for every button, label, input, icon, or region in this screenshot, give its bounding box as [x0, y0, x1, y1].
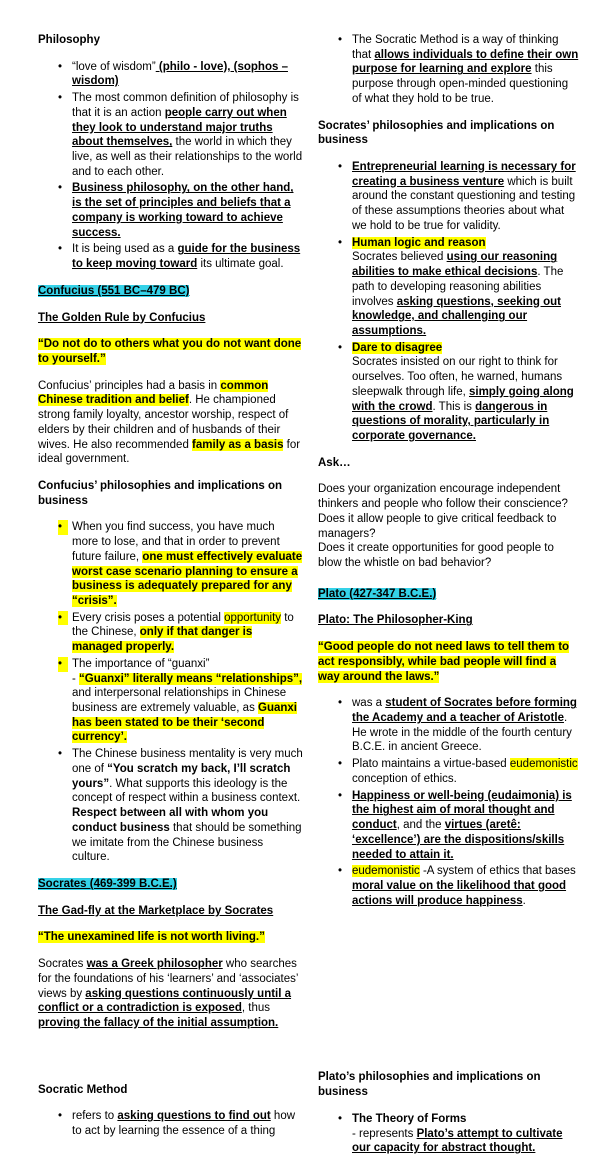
socrates-business-heading	[318, 119, 580, 148]
right-column	[318, 33, 580, 1168]
text-run: , thus	[241, 1002, 270, 1015]
text-run: . This is	[432, 400, 476, 413]
bullet-text	[72, 91, 303, 179]
bullet-item	[58, 1109, 303, 1138]
text-run: the world in which they live, as well as their relationships to the world and to each other.	[72, 136, 303, 178]
bullet-marker: •	[58, 182, 63, 195]
golden-rule-heading	[38, 311, 303, 326]
text-run: allows individuals to define their own purpose for learning and explore	[352, 48, 579, 76]
text-run: eudemonistic	[509, 758, 578, 771]
text-run: Every crisis poses a potential	[72, 611, 225, 624]
philosophy-heading	[38, 33, 303, 48]
text-run: . He championed strong family loyalty, ancestor worship, respect of elders by their children and of husbands of their wives. He also recommended	[38, 394, 289, 451]
bullet-item	[58, 60, 303, 89]
bullet-text	[72, 520, 303, 608]
bullet-text	[72, 657, 303, 745]
plato-heading	[318, 587, 580, 602]
plato-bullets	[318, 696, 580, 908]
bullet-marker: •	[58, 657, 68, 672]
bullet-text	[72, 747, 303, 865]
text-run: dangerous in questions of morality, particularly in corporate governance.	[352, 400, 550, 442]
bullet-marker: •	[338, 34, 343, 46]
bullet-text	[352, 864, 580, 908]
plato-business-bullets	[318, 1112, 580, 1156]
bullet-text	[352, 33, 580, 107]
bullet-item	[58, 181, 303, 240]
text-run: Respect between all with whom you conduct business	[72, 807, 269, 834]
text-run: Entrepreneurial learning is necessary for creating a business venture	[352, 161, 576, 188]
bullet-marker: •	[58, 92, 63, 105]
text-run: how to act by learning the essence of a thing	[72, 1110, 296, 1138]
bullet-item	[338, 1112, 580, 1156]
bullet-text	[72, 611, 303, 655]
text-run: - represents	[352, 1127, 417, 1140]
bullet-marker: •	[338, 758, 343, 771]
text-run: (philo - love), (sophos – wisdom)	[72, 60, 288, 88]
bullet-marker: •	[338, 697, 343, 710]
bullet-text	[352, 1112, 580, 1156]
bullet-item	[338, 33, 580, 107]
text-run: Confucius’ philosophies and implications on business	[38, 479, 283, 507]
bullet-text	[352, 160, 580, 234]
confucius-heading	[38, 284, 303, 299]
text-run: virtues (aretê: ‘excellence’) are the dispositions/skills needed to attain it.	[352, 819, 565, 861]
text-run: who searches for the foundations of his ‘learners’ and ‘associates’ views by	[38, 958, 298, 1000]
bullet-item	[338, 789, 580, 863]
bullet-item	[58, 520, 303, 608]
philosophy-bullets	[38, 60, 303, 272]
bullet-marker: •	[338, 161, 343, 174]
text-run: . What supports this ideology is the concept of respect within a business context.	[72, 777, 301, 805]
bullet-marker: •	[58, 748, 63, 761]
text-run: Plato’s philosophies and implications on business	[318, 1071, 541, 1099]
bullet-marker: •	[338, 865, 343, 878]
text-run: . He wrote in the middle of the fourth century B.C.E. in ancient Greece.	[352, 712, 572, 754]
bullet-text	[72, 242, 303, 271]
bullet-marker: •	[58, 60, 63, 73]
bullet-marker: •	[338, 236, 343, 249]
bullet-item	[338, 696, 580, 755]
text-run: to the Chinese,	[72, 611, 294, 639]
text-run: The Golden Rule by Confucius	[38, 311, 206, 324]
text-run: Socrates (469-399 B.C.E.)	[38, 877, 177, 890]
text-run: “Guanxi” literally means “relationships”,	[79, 672, 303, 685]
gadfly-heading	[38, 904, 303, 919]
text-run: which is built around the constant questioning and testing of these assumptions theories about what we hold to be true for validity.	[352, 175, 576, 232]
text-run: asking questions, seeking out knowledge, and challenging our assumptions.	[352, 295, 561, 337]
text-run: Socratic Method	[38, 1083, 128, 1096]
text-run: guide for the business to keep moving toward	[72, 243, 301, 271]
socratic-method-heading	[38, 1083, 303, 1098]
bullet-marker: •	[58, 611, 68, 626]
text-run: The Theory of Forms	[352, 1112, 467, 1125]
bullet-marker: •	[58, 520, 68, 535]
bullet-marker: •	[58, 1110, 63, 1123]
bullet-text	[72, 181, 303, 240]
text-run: and interpersonal relationships in Chinese business are extremely valuable, as	[72, 687, 287, 715]
confucius-business-bullets	[38, 520, 303, 865]
text-run: Confucius (551 BC–479 BC)	[38, 284, 190, 297]
text-run: common Chinese tradition and belief	[38, 379, 269, 407]
text-run: Socrates insisted on our right to think for ourselves. Too often, he warned, humans sleepwalk through life,	[352, 356, 563, 398]
text-run: Does your organization encourage independent thinkers and people who follow their conscience?	[318, 483, 568, 511]
bullet-item	[338, 864, 580, 908]
text-run: Confucius’ principles had a basis in	[38, 379, 221, 392]
text-run: “Do not do to others what you do not want done to yourself.”	[38, 338, 302, 365]
text-run: simply going along with the crowd	[352, 385, 574, 413]
text-run: It is being used as a	[72, 243, 178, 256]
bullet-item	[58, 747, 303, 865]
text-run: one must effectively evaluate worst case scenario planning to ensure a business is adequately prepared for any “crisis”.	[72, 550, 303, 607]
text-run: only if that danger is managed properly.	[72, 626, 253, 654]
socratic-method-cont-bullets	[318, 33, 580, 107]
bullet-marker: •	[338, 789, 343, 802]
bullet-text	[352, 236, 580, 339]
text-run: “Good people do not need laws to tell them to act responsibly, while bad people will find a way around the laws.”	[318, 641, 570, 683]
text-run: Socrates’ philosophies and implications on business	[318, 119, 555, 147]
text-run: , and the	[396, 819, 445, 832]
confucius-intro	[38, 379, 303, 467]
text-run: was a Greek philosopher	[86, 958, 223, 971]
spacer	[318, 920, 580, 1070]
plato-business-heading	[318, 1070, 580, 1099]
bullet-text	[72, 60, 303, 89]
bullet-marker: •	[338, 341, 343, 354]
bullet-text	[352, 696, 580, 755]
text-run: -A system of ethics that bases	[419, 865, 576, 878]
text-run: refers to	[72, 1110, 118, 1123]
text-run: student of Socrates before forming the Academy and a teacher of Aristotle	[352, 697, 577, 725]
text-run: using our reasoning abilities to make ethical decisions	[352, 251, 558, 279]
text-run: The importance of “guanxi”	[72, 657, 210, 670]
socrates-heading	[38, 877, 303, 892]
text-run: Does it create opportunities for good people to blow the whistle on bad behavior?	[318, 542, 554, 569]
text-run: “You scratch my back, I’ll scratch yours”	[72, 762, 291, 790]
bullet-item	[58, 91, 303, 179]
text-run: Human logic and reason	[352, 236, 486, 249]
spacer	[38, 1043, 303, 1083]
text-run: . The path to developing reasoning abilities involves	[352, 266, 564, 308]
bullet-marker: •	[58, 243, 63, 256]
text-run: this purpose through open-minded questioning of what they hold to be true.	[352, 63, 569, 105]
socrates-quote	[38, 930, 303, 945]
bullet-item	[338, 757, 580, 786]
bullet-marker: •	[338, 1112, 343, 1125]
text-run: Socrates believed	[352, 251, 447, 264]
bullet-item	[58, 657, 303, 745]
text-run: Philosophy	[38, 34, 100, 46]
bullet-text	[352, 789, 580, 863]
text-run: that should be something we imitate from the Chinese business culture.	[72, 821, 302, 864]
text-run: -	[72, 672, 80, 685]
text-run: opportunity	[224, 611, 282, 624]
text-run: its ultimate goal.	[197, 258, 284, 271]
text-run: eudemonistic	[352, 865, 420, 878]
bullet-item	[338, 341, 580, 444]
text-run: Socrates	[38, 958, 87, 971]
text-run: Plato’s attempt to cultivate our capacity for abstract thought.	[352, 1127, 563, 1155]
bullet-item	[338, 236, 580, 339]
text-run: Does it allow people to give critical feedback to managers?	[318, 512, 557, 540]
text-run: The most common definition of philosophy is that it is an action	[72, 92, 299, 119]
text-run: “The unexamined life is not worth living.”	[38, 931, 265, 944]
text-run: Business philosophy, on the other hand, is the set of principles and beliefs that a company is working toward to achieve success.	[72, 182, 294, 239]
text-run: Plato (427-347 B.C.E.)	[318, 587, 437, 600]
text-run: was a	[352, 697, 386, 710]
text-run: The Gad-fly at the Marketplace by Socrates	[38, 904, 274, 917]
text-run: The Socratic Method is a way of thinking that	[352, 34, 559, 61]
text-run: asking questions continuously until a conflict or a contradiction is exposed	[38, 987, 292, 1015]
text-run: people carry out when they look to understand major truths about themselves,	[72, 106, 287, 149]
text-run: Plato: The Philosopher-King	[318, 614, 473, 627]
bullet-text	[352, 757, 580, 786]
plato-quote	[318, 640, 580, 684]
text-run: .	[522, 894, 526, 907]
text-run: asking questions to find out	[117, 1110, 271, 1123]
text-run: The Chinese business mentality is very much one of	[72, 748, 303, 775]
text-run: for ideal government.	[38, 438, 301, 466]
text-run: conception of ethics.	[352, 772, 457, 785]
text-run: Guanxi has been stated to be their ‘second currency’.	[72, 702, 297, 744]
ask-heading	[318, 456, 580, 471]
socrates-business-bullets	[318, 160, 580, 444]
bullet-item	[58, 242, 303, 271]
bullet-text	[72, 1109, 303, 1138]
text-run: proving the fallacy of the initial assumption.	[38, 1016, 279, 1029]
confucius-business-heading	[38, 479, 303, 508]
philosopher-king-heading	[318, 613, 580, 628]
text-run: Plato maintains a virtue-based	[352, 758, 510, 771]
text-run: “love of wisdom”	[72, 60, 156, 73]
text-run: Dare to disagree	[352, 341, 443, 354]
text-run: family as a basis	[192, 438, 284, 451]
ask-questions	[318, 482, 580, 570]
bullet-text	[352, 341, 580, 444]
left-column	[38, 33, 303, 1168]
bullet-item	[58, 611, 303, 655]
bullet-item	[338, 160, 580, 234]
text-run: moral value on the likelihood that good actions will produce happiness	[352, 879, 567, 907]
text-run: Ask…	[318, 456, 351, 469]
text-run: When you find success, you have much more to lose, and that in order to prevent future failure,	[72, 521, 280, 563]
socratic-method-bullets	[38, 1109, 303, 1138]
confucius-quote	[38, 337, 303, 366]
text-run: Happiness or well-being (eudaimonia) is the highest aim of moral thought and conduct	[352, 789, 572, 832]
